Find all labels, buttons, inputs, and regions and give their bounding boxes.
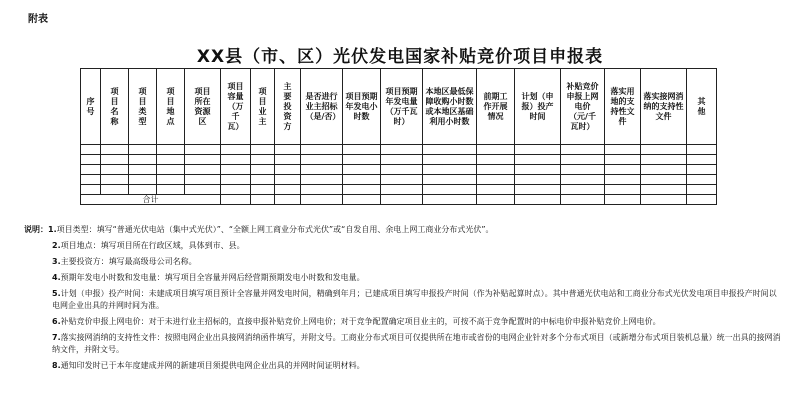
col-header: 本地区最低保障收购小时数或本地区基础利用小时数 [423, 69, 477, 145]
note-item: 2.项目地点：填写项目所在行政区域，具体到市、县。 [52, 241, 245, 250]
note-item: 4.预期年发电小时数和发电量：填写项目全容量并网后经营期预期发电小时数和发电量。 [52, 273, 365, 282]
form-title: XX县（市、区）光伏发电国家补贴竞价项目申报表 [196, 47, 604, 67]
col-header: 补贴竞价申报上网电价（元/千瓦时） [561, 69, 605, 145]
table-header-row [81, 69, 717, 145]
table-body [81, 145, 717, 205]
table-row [81, 175, 717, 185]
col-header: 项目地点 [157, 69, 185, 145]
note-item: 5.计划（申报）投产时间：未建成项目填写项目预计全容量并网发电时间，精确到年月；已建成项目填写申报投产时间（作为补贴起算时点）。其中普通光伏电站和工商业分布式光伏发电项目申报投产时间以电网企业出具的并网时间为准。 [52, 289, 777, 310]
note-item: 说明：1.项目类型：填写“普通光伏电站（集中式光伏）”、“全额上网工商业分布式光伏”或“自发自用、余电上网工商业分布式光伏”。 [24, 225, 494, 234]
declaration-table [80, 68, 717, 205]
col-header: 主要投资方 [275, 69, 301, 145]
table-row [81, 155, 717, 165]
col-header: 前期工作开展情况 [477, 69, 515, 145]
note-item: 7.落实接网消纳的支持性文件：按照电网企业出具接网消纳函件填写，并附文号。工商业分布式项目可仅提供所在地市或省份的电网企业针对多个分布式项目（或新增分布式项目装机总量）统一出具的接网消纳文件，并附文号。 [52, 333, 781, 354]
col-header: 落实接网消纳的支持性文件 [641, 69, 687, 145]
note-item: 8.通知印发时已于本年度建成并网的新建项目须提供电网企业出具的并网时间证明材料。 [52, 361, 365, 370]
col-header: 项目类型 [129, 69, 157, 145]
appendix-label: 附表 [28, 14, 48, 25]
col-header: 项目所在资源区 [185, 69, 221, 145]
col-header: 落实用地的支持性文件 [605, 69, 641, 145]
col-header: 项目名称 [101, 69, 129, 145]
note-item: 6.补贴竞价申报上网电价：对于未进行业主招标的，直接申报补贴竞价上网电价；对于竞争配置确定项目业主的，可按不高于竞争配置时的中标电价申报补贴竞价上网电价。 [52, 317, 661, 326]
total-label: 合计 [81, 195, 221, 205]
total-row [81, 195, 717, 205]
col-header: 计划（申报）投产时间 [515, 69, 561, 145]
col-header: 是否进行业主招标（是/否） [301, 69, 343, 145]
col-header: 序号 [81, 69, 101, 145]
col-header: 项目业主 [251, 69, 275, 145]
notes-section [24, 224, 784, 376]
table-row [81, 145, 717, 155]
col-header: 项目容量（万千瓦） [221, 69, 251, 145]
col-header: 项目预期年发电量（万千瓦时） [381, 69, 423, 145]
col-header: 其他 [687, 69, 717, 145]
table-row [81, 165, 717, 175]
table-row [81, 185, 717, 195]
note-item: 3.主要投资方：填写最高级母公司名称。 [52, 257, 197, 266]
col-header: 项目预期年发电小时数 [343, 69, 381, 145]
